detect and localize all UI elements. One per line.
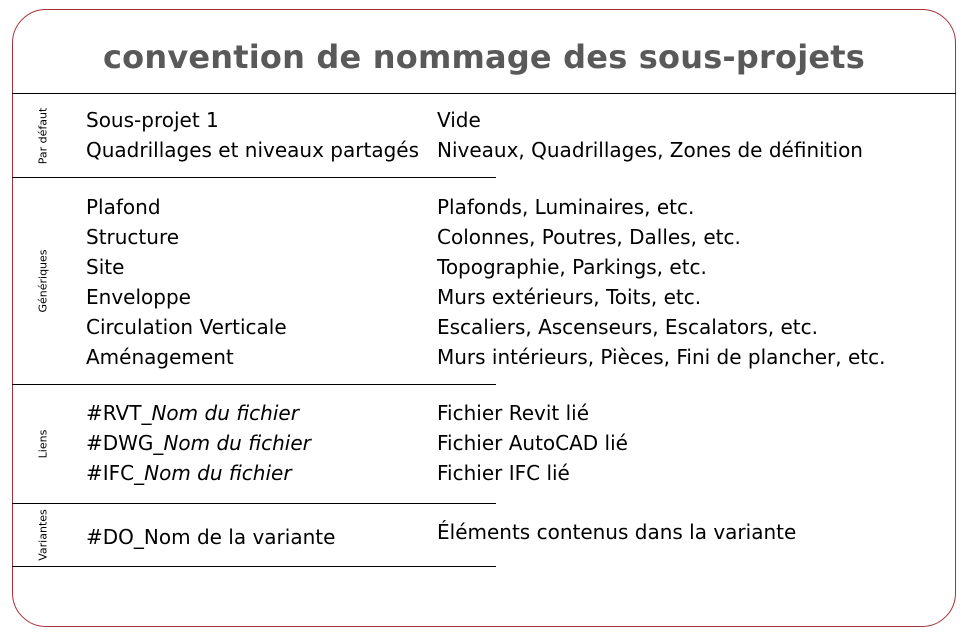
row-desc: Escaliers, Ascenseurs, Escalators, etc. bbox=[437, 315, 818, 339]
row-name: Structure bbox=[86, 225, 180, 249]
row-name bbox=[86, 458, 292, 488]
row-desc: Niveaux, Quadrillages, Zones de définition bbox=[437, 138, 863, 162]
row-desc: Vide bbox=[437, 108, 481, 132]
row-name bbox=[86, 428, 311, 458]
slide-title: convention de nommage des sous-projets bbox=[102, 38, 866, 76]
title-underline bbox=[12, 93, 956, 94]
row-desc: Fichier Revit lié bbox=[437, 401, 590, 425]
row-desc: Murs extérieurs, Toits, etc. bbox=[437, 285, 702, 309]
row-name: Site bbox=[86, 255, 125, 279]
link-filename: Nom du fichier bbox=[163, 431, 311, 455]
link-filename: Nom du fichier bbox=[144, 461, 292, 485]
row-name: #DO_Nom de la variante bbox=[86, 525, 336, 549]
section-label-generiques: Génériques bbox=[36, 249, 50, 313]
row-name: Circulation Verticale bbox=[86, 315, 287, 339]
link-prefix: #RVT_ bbox=[86, 401, 152, 425]
row-desc: Murs intérieurs, Pièces, Fini de plancher, etc. bbox=[437, 345, 886, 369]
row-name bbox=[86, 398, 299, 428]
link-filename: Nom du fichier bbox=[151, 401, 299, 425]
section-label-par-defaut: Par défaut bbox=[36, 107, 50, 165]
row-desc: Fichier IFC lié bbox=[437, 461, 570, 485]
link-prefix: #IFC_ bbox=[86, 461, 145, 485]
section-divider bbox=[12, 566, 496, 567]
row-name: Enveloppe bbox=[86, 285, 191, 309]
section-label-liens: Liens bbox=[36, 429, 50, 459]
row-name: Sous-projet 1 bbox=[86, 108, 219, 132]
section-divider bbox=[12, 177, 496, 178]
section-label-variantes: Variantes bbox=[36, 509, 50, 561]
row-desc: Fichier AutoCAD lié bbox=[437, 431, 628, 455]
row-name: Quadrillages et niveaux partagés bbox=[86, 138, 419, 162]
row-name: Plafond bbox=[86, 195, 161, 219]
link-prefix: #DWG_ bbox=[86, 431, 164, 455]
section-divider bbox=[12, 503, 496, 504]
row-desc: Topographie, Parkings, etc. bbox=[437, 255, 707, 279]
row-desc: Éléments contenus dans la variante bbox=[437, 520, 797, 544]
row-name: Aménagement bbox=[86, 345, 234, 369]
row-desc: Colonnes, Poutres, Dalles, etc. bbox=[437, 225, 741, 249]
row-desc: Plafonds, Luminaires, etc. bbox=[437, 195, 695, 219]
section-divider bbox=[12, 384, 496, 385]
